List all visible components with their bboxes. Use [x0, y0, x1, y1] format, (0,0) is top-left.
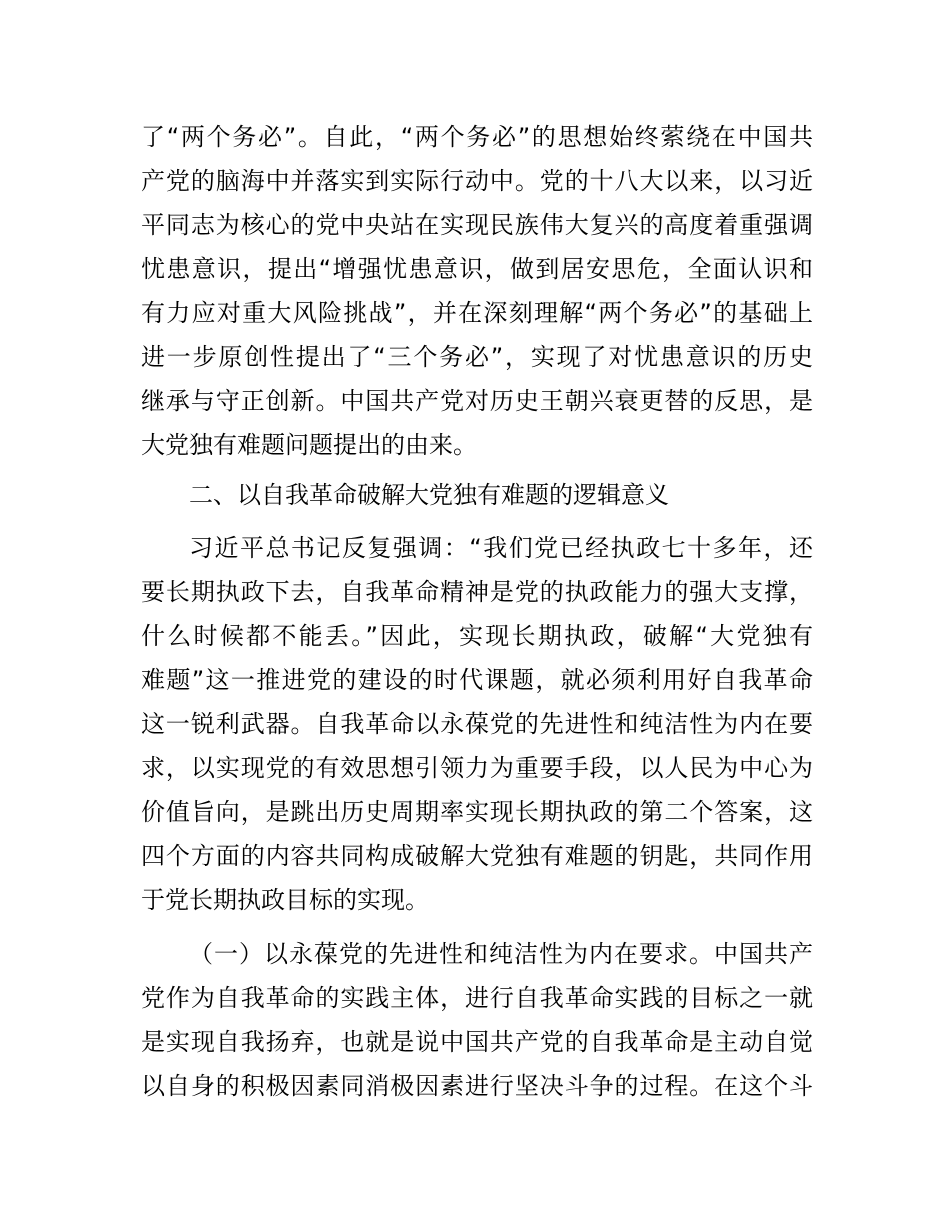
body-text-line: 党作为自我革命的实践主体，进行自我革命实践的目标之一就	[141, 984, 813, 1012]
body-text-line: 于党长期执政目标的实现。	[141, 886, 429, 914]
body-text-line: 了“两个务必”。自此，“两个务必”的思想始终萦绕在中国共	[141, 123, 813, 151]
body-text-line: （一）以永葆党的先进性和纯洁性为内在要求。中国共产	[189, 940, 813, 968]
body-text-line: 产党的脑海中并落实到实际行动中。党的十八大以来，以习近	[141, 167, 813, 195]
body-text-line: 平同志为核心的党中央站在实现民族伟大复兴的高度着重强调	[141, 211, 813, 239]
body-text-line: 大党独有难题问题提出的由来。	[141, 431, 477, 459]
body-text-line: 这一锐利武器。自我革命以永葆党的先进性和纯洁性为内在要	[141, 710, 813, 738]
section-heading: 二、以自我革命破解大党独有难题的逻辑意义	[189, 481, 669, 509]
body-text-line: 习近平总书记反复强调：“我们党已经执政七十多年，还	[189, 534, 813, 562]
body-text-line: 要长期执政下去，自我革命精神是党的执政能力的强大支撑，	[141, 578, 813, 606]
body-text-line: 什么时候都不能丢。”因此，实现长期执政，破解“大党独有	[141, 622, 813, 650]
body-text-line: 忧患意识，提出“增强忧患意识，做到居安思危，全面认识和	[141, 255, 813, 283]
body-text-line: 价值旨向，是跳出历史周期率实现长期执政的第二个答案，这	[141, 798, 813, 826]
body-text-line: 求，以实现党的有效思想引领力为重要手段，以人民为中心为	[141, 754, 813, 782]
body-text-line: 四个方面的内容共同构成破解大党独有难题的钥匙，共同作用	[141, 842, 813, 870]
body-text-line: 有力应对重大风险挑战”，并在深刻理解“两个务必”的基础上	[141, 299, 813, 327]
body-text-line: 难题”这一推进党的建设的时代课题，就必须利用好自我革命	[141, 666, 813, 694]
body-text-line: 进一步原创性提出了“三个务必”，实现了对忧患意识的历史	[141, 343, 813, 371]
body-text-line: 是实现自我扬弃，也就是说中国共产党的自我革命是主动自觉	[141, 1028, 813, 1056]
body-text-line: 以自身的积极因素同消极因素进行坚决斗争的过程。在这个斗	[141, 1072, 813, 1100]
body-text-line: 继承与守正创新。中国共产党对历史王朝兴衰更替的反思，是	[141, 387, 813, 415]
